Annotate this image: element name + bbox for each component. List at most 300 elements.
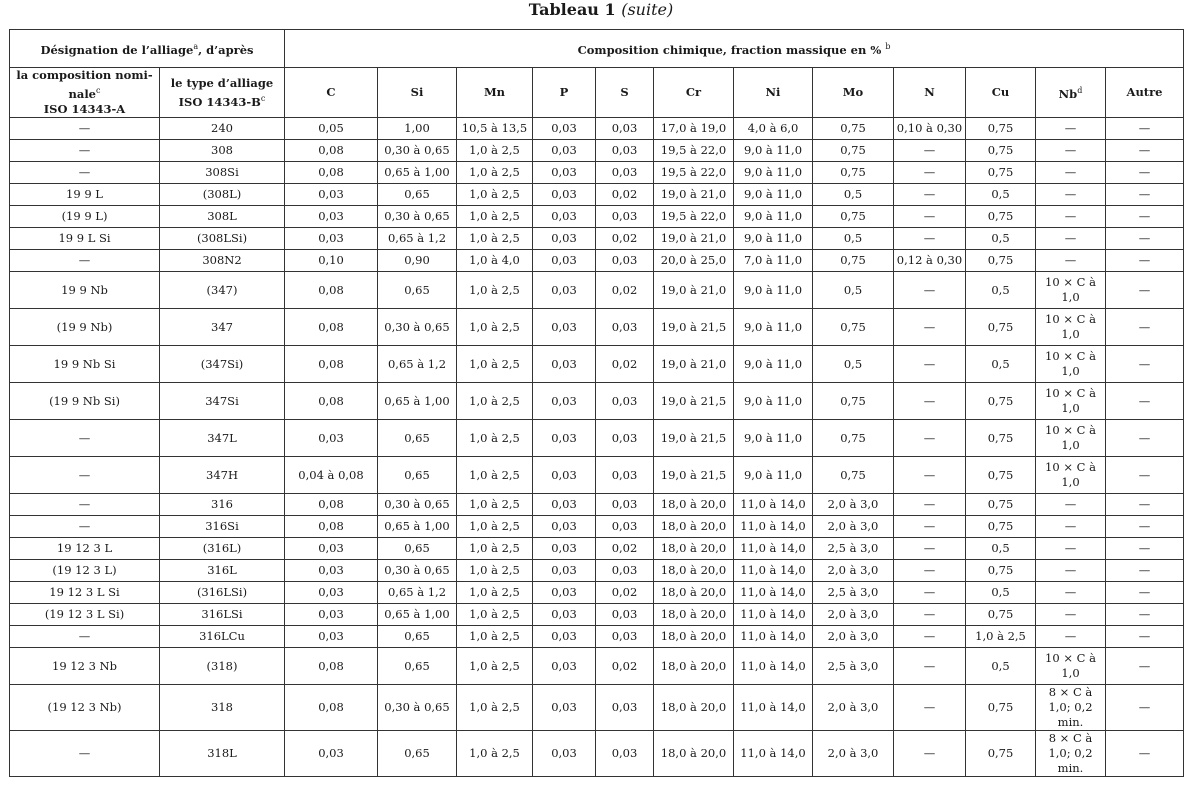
cell-cu: 0,5 [966, 582, 1036, 604]
cell-mo: 2,0 à 3,0 [813, 604, 894, 626]
cell-autre: — [1106, 118, 1184, 140]
cell-n: — [894, 494, 966, 516]
cell-cr: 18,0 à 20,0 [654, 538, 734, 560]
cell-ni: 9,0 à 11,0 [734, 228, 813, 250]
cell-ni: 9,0 à 11,0 [734, 346, 813, 383]
cell-ni: 4,0 à 6,0 [734, 118, 813, 140]
cell-ni: 11,0 à 14,0 [734, 494, 813, 516]
cell-nominal: 19 12 3 L Si [10, 582, 160, 604]
cell-mn: 1,0 à 2,5 [457, 626, 533, 648]
cell-p: 0,03 [533, 420, 596, 457]
cell-type: (318) [160, 648, 285, 685]
footnote-b: b [885, 42, 891, 52]
cell-type: 316LSi [160, 604, 285, 626]
cell-type: 347L [160, 420, 285, 457]
cell-mo: 2,5 à 3,0 [813, 582, 894, 604]
cell-s: 0,03 [596, 494, 654, 516]
cell-mo: 2,0 à 3,0 [813, 731, 894, 777]
cell-c: 0,08 [285, 346, 378, 383]
cell-nb: 10 × C à 1,0 [1036, 272, 1106, 309]
cell-cu: 0,75 [966, 309, 1036, 346]
cell-s: 0,03 [596, 457, 654, 494]
cell-p: 0,03 [533, 162, 596, 184]
table-row [10, 228, 1184, 250]
cell-mn: 1,0 à 2,5 [457, 140, 533, 162]
cell-n: — [894, 228, 966, 250]
cell-p: 0,03 [533, 250, 596, 272]
cell-n: — [894, 346, 966, 383]
cell-c: 0,10 [285, 250, 378, 272]
cell-n: — [894, 604, 966, 626]
cell-cr: 19,0 à 21,5 [654, 420, 734, 457]
cell-si: 0,30 à 0,65 [378, 685, 457, 731]
cell-p: 0,03 [533, 648, 596, 685]
cell-s: 0,03 [596, 731, 654, 777]
cell-si: 0,65 à 1,00 [378, 383, 457, 420]
table-row [10, 272, 1184, 309]
cell-si: 0,65 [378, 184, 457, 206]
cell-nominal: (19 12 3 L) [10, 560, 160, 582]
cell-n: — [894, 206, 966, 228]
table-row [10, 206, 1184, 228]
cell-cu: 0,5 [966, 648, 1036, 685]
cell-si: 0,30 à 0,65 [378, 206, 457, 228]
cell-p: 0,03 [533, 383, 596, 420]
cell-nominal: 19 9 Nb Si [10, 346, 160, 383]
cell-autre: — [1106, 206, 1184, 228]
table-row [10, 685, 1184, 731]
cell-nb: 10 × C à 1,0 [1036, 420, 1106, 457]
cell-p: 0,03 [533, 604, 596, 626]
nominal-standard: ISO 14343-A [43, 101, 126, 116]
cell-s: 0,03 [596, 383, 654, 420]
cell-cr: 18,0 à 20,0 [654, 516, 734, 538]
cell-s: 0,03 [596, 206, 654, 228]
cell-nominal: 19 12 3 L [10, 538, 160, 560]
cell-autre: — [1106, 383, 1184, 420]
cell-mn: 1,0 à 2,5 [457, 685, 533, 731]
cell-p: 0,03 [533, 582, 596, 604]
cell-autre: — [1106, 685, 1184, 731]
cell-s: 0,03 [596, 560, 654, 582]
cell-ni: 9,0 à 11,0 [734, 206, 813, 228]
cell-si: 0,65 [378, 420, 457, 457]
cell-p: 0,03 [533, 228, 596, 250]
cell-cu: 0,75 [966, 685, 1036, 731]
cell-nominal: 19 9 L [10, 184, 160, 206]
col-header-cr: Cr [654, 68, 734, 118]
designation-label: Désignation de l’alliage [40, 42, 194, 57]
cell-cu: 0,5 [966, 346, 1036, 383]
cell-ni: 11,0 à 14,0 [734, 685, 813, 731]
cell-n: — [894, 626, 966, 648]
cell-cu: 1,0 à 2,5 [966, 626, 1036, 648]
cell-nominal: 19 12 3 Nb [10, 648, 160, 685]
table-row [10, 346, 1184, 383]
cell-nb: — [1036, 494, 1106, 516]
cell-mo: 0,75 [813, 383, 894, 420]
cell-c: 0,03 [285, 420, 378, 457]
cell-mn: 1,0 à 2,5 [457, 582, 533, 604]
cell-type: (347) [160, 272, 285, 309]
cell-nb: 10 × C à 1,0 [1036, 648, 1106, 685]
cell-si: 0,30 à 0,65 [378, 140, 457, 162]
cell-cr: 19,0 à 21,5 [654, 457, 734, 494]
cell-cr: 18,0 à 20,0 [654, 648, 734, 685]
cell-mo: 0,5 [813, 228, 894, 250]
col-header-n: N [894, 68, 966, 118]
cell-mn: 1,0 à 2,5 [457, 228, 533, 250]
table-row [10, 731, 1184, 777]
cell-cu: 0,5 [966, 228, 1036, 250]
cell-p: 0,03 [533, 457, 596, 494]
cell-cr: 19,5 à 22,0 [654, 140, 734, 162]
cell-p: 0,03 [533, 560, 596, 582]
cell-cu: 0,75 [966, 494, 1036, 516]
col-header-mn: Mn [457, 68, 533, 118]
cell-mn: 1,0 à 2,5 [457, 309, 533, 346]
cell-nb: 10 × C à 1,0 [1036, 309, 1106, 346]
cell-si: 0,65 [378, 538, 457, 560]
cell-nb: — [1036, 184, 1106, 206]
cell-n: 0,10 à 0,30 [894, 118, 966, 140]
cell-nb: 10 × C à 1,0 [1036, 346, 1106, 383]
cell-autre: — [1106, 184, 1184, 206]
table-row [10, 140, 1184, 162]
cell-nominal: (19 12 3 L Si) [10, 604, 160, 626]
cell-mn: 1,0 à 2,5 [457, 383, 533, 420]
cell-mo: 2,0 à 3,0 [813, 560, 894, 582]
cell-mn: 1,0 à 2,5 [457, 420, 533, 457]
cell-si: 1,00 [378, 118, 457, 140]
cell-nominal: 19 9 L Si [10, 228, 160, 250]
cell-si: 0,65 [378, 272, 457, 309]
cell-type: (316L) [160, 538, 285, 560]
cell-s: 0,02 [596, 184, 654, 206]
cell-si: 0,90 [378, 250, 457, 272]
cell-ni: 9,0 à 11,0 [734, 420, 813, 457]
cell-type: 347Si [160, 383, 285, 420]
cell-mn: 1,0 à 2,5 [457, 648, 533, 685]
cell-p: 0,03 [533, 685, 596, 731]
cell-p: 0,03 [533, 140, 596, 162]
table-row [10, 604, 1184, 626]
nb-label: Nb [1058, 86, 1078, 101]
cell-mn: 1,0 à 2,5 [457, 538, 533, 560]
cell-n: — [894, 685, 966, 731]
cell-c: 0,03 [285, 560, 378, 582]
cell-cu: 0,75 [966, 140, 1036, 162]
col-header-ni: Ni [734, 68, 813, 118]
table-row [10, 648, 1184, 685]
cell-nominal: (19 9 Nb) [10, 309, 160, 346]
cell-ni: 11,0 à 14,0 [734, 582, 813, 604]
cell-mn: 1,0 à 2,5 [457, 206, 533, 228]
col-header-s: S [596, 68, 654, 118]
cell-nb: — [1036, 140, 1106, 162]
cell-mn: 1,0 à 2,5 [457, 494, 533, 516]
cell-type: 316 [160, 494, 285, 516]
cell-cu: 0,75 [966, 118, 1036, 140]
cell-si: 0,65 à 1,00 [378, 162, 457, 184]
cell-c: 0,08 [285, 516, 378, 538]
table-row [10, 457, 1184, 494]
cell-n: — [894, 272, 966, 309]
cell-cr: 17,0 à 19,0 [654, 118, 734, 140]
table-title-main: Tableau 1 [528, 0, 616, 19]
cell-cr: 18,0 à 20,0 [654, 604, 734, 626]
cell-cr: 18,0 à 20,0 [654, 685, 734, 731]
cell-type: 308Si [160, 162, 285, 184]
footnote-a: a [193, 42, 199, 52]
cell-type: (347Si) [160, 346, 285, 383]
cell-nb: — [1036, 560, 1106, 582]
cell-cu: 0,5 [966, 272, 1036, 309]
nominal-composition-header [10, 68, 160, 118]
cell-cu: 0,75 [966, 560, 1036, 582]
cell-mn: 1,0 à 2,5 [457, 731, 533, 777]
composition-header [285, 30, 1184, 68]
cell-c: 0,03 [285, 206, 378, 228]
cell-mo: 0,5 [813, 272, 894, 309]
cell-type: 308L [160, 206, 285, 228]
cell-c: 0,08 [285, 383, 378, 420]
cell-mn: 10,5 à 13,5 [457, 118, 533, 140]
cell-c: 0,08 [285, 272, 378, 309]
cell-autre: — [1106, 457, 1184, 494]
cell-cr: 19,0 à 21,0 [654, 346, 734, 383]
cell-cu: 0,75 [966, 457, 1036, 494]
cell-n: — [894, 162, 966, 184]
cell-type: 308 [160, 140, 285, 162]
col-header-autre: Autre [1106, 68, 1184, 118]
table-title [0, 0, 1202, 20]
cell-cu: 0,5 [966, 184, 1036, 206]
designation-header [10, 30, 285, 68]
cell-nb: — [1036, 162, 1106, 184]
type-label: le type d’alliage [170, 75, 274, 90]
cell-si: 0,30 à 0,65 [378, 560, 457, 582]
cell-autre: — [1106, 582, 1184, 604]
cell-p: 0,03 [533, 538, 596, 560]
cell-cu: 0,5 [966, 538, 1036, 560]
cell-mo: 2,0 à 3,0 [813, 626, 894, 648]
cell-si: 0,65 à 1,2 [378, 228, 457, 250]
cell-nb: 8 × C à 1,0; 0,2 min. [1036, 731, 1106, 777]
cell-nominal: — [10, 516, 160, 538]
cell-n: — [894, 582, 966, 604]
cell-si: 0,65 à 1,2 [378, 582, 457, 604]
cell-nb: — [1036, 538, 1106, 560]
cell-nominal: (19 9 Nb Si) [10, 383, 160, 420]
cell-nominal: (19 12 3 Nb) [10, 685, 160, 731]
cell-s: 0,03 [596, 162, 654, 184]
cell-nb: — [1036, 206, 1106, 228]
cell-autre: — [1106, 604, 1184, 626]
cell-s: 0,03 [596, 309, 654, 346]
cell-type: 240 [160, 118, 285, 140]
cell-mn: 1,0 à 2,5 [457, 604, 533, 626]
cell-nominal: — [10, 250, 160, 272]
cell-mn: 1,0 à 2,5 [457, 184, 533, 206]
cell-n: — [894, 648, 966, 685]
cell-nominal: — [10, 731, 160, 777]
cell-mo: 0,75 [813, 118, 894, 140]
cell-ni: 9,0 à 11,0 [734, 140, 813, 162]
cell-cr: 18,0 à 20,0 [654, 626, 734, 648]
cell-autre: — [1106, 140, 1184, 162]
cell-cr: 19,0 à 21,0 [654, 228, 734, 250]
col-header-nb [1036, 68, 1106, 118]
cell-mn: 1,0 à 2,5 [457, 272, 533, 309]
col-header-mo: Mo [813, 68, 894, 118]
cell-si: 0,65 [378, 731, 457, 777]
cell-c: 0,08 [285, 648, 378, 685]
cell-c: 0,08 [285, 494, 378, 516]
type-standard: ISO 14343-B [178, 94, 261, 109]
table-row [10, 162, 1184, 184]
table-row [10, 118, 1184, 140]
cell-n: — [894, 560, 966, 582]
col-header-c: C [285, 68, 378, 118]
cell-nominal: 19 9 Nb [10, 272, 160, 309]
cell-si: 0,30 à 0,65 [378, 309, 457, 346]
cell-p: 0,03 [533, 516, 596, 538]
cell-ni: 11,0 à 14,0 [734, 538, 813, 560]
alloy-type-header [160, 68, 285, 118]
cell-p: 0,03 [533, 118, 596, 140]
col-header-si: Si [378, 68, 457, 118]
cell-c: 0,08 [285, 140, 378, 162]
col-header-p: P [533, 68, 596, 118]
composition-label: Composition chimique, fraction massique en % [577, 42, 882, 57]
cell-p: 0,03 [533, 494, 596, 516]
cell-mo: 0,5 [813, 346, 894, 383]
cell-nb: 10 × C à 1,0 [1036, 457, 1106, 494]
cell-cu: 0,75 [966, 383, 1036, 420]
cell-nb: — [1036, 604, 1106, 626]
cell-p: 0,03 [533, 272, 596, 309]
cell-si: 0,65 à 1,00 [378, 516, 457, 538]
cell-autre: — [1106, 560, 1184, 582]
cell-n: — [894, 309, 966, 346]
cell-n: — [894, 184, 966, 206]
cell-ni: 9,0 à 11,0 [734, 162, 813, 184]
cell-mo: 0,75 [813, 162, 894, 184]
cell-s: 0,03 [596, 626, 654, 648]
cell-mo: 0,75 [813, 250, 894, 272]
cell-cr: 18,0 à 20,0 [654, 731, 734, 777]
cell-cr: 18,0 à 20,0 [654, 494, 734, 516]
cell-s: 0,03 [596, 118, 654, 140]
cell-mo: 0,75 [813, 206, 894, 228]
cell-s: 0,03 [596, 250, 654, 272]
cell-mo: 2,5 à 3,0 [813, 648, 894, 685]
cell-n: 0,12 à 0,30 [894, 250, 966, 272]
cell-c: 0,08 [285, 685, 378, 731]
cell-mn: 1,0 à 2,5 [457, 457, 533, 494]
cell-ni: 11,0 à 14,0 [734, 560, 813, 582]
cell-mo: 0,75 [813, 457, 894, 494]
cell-ni: 11,0 à 14,0 [734, 731, 813, 777]
cell-n: — [894, 538, 966, 560]
cell-nb: 8 × C à 1,0; 0,2 min. [1036, 685, 1106, 731]
cell-s: 0,02 [596, 582, 654, 604]
cell-cu: 0,75 [966, 162, 1036, 184]
cell-nb: 10 × C à 1,0 [1036, 383, 1106, 420]
table-body [10, 118, 1184, 777]
col-header-cu: Cu [966, 68, 1036, 118]
cell-s: 0,02 [596, 272, 654, 309]
cell-s: 0,03 [596, 685, 654, 731]
cell-cu: 0,75 [966, 206, 1036, 228]
table-row [10, 420, 1184, 457]
cell-c: 0,03 [285, 604, 378, 626]
cell-nb: — [1036, 250, 1106, 272]
cell-mn: 1,0 à 2,5 [457, 560, 533, 582]
cell-s: 0,02 [596, 648, 654, 685]
table-row [10, 516, 1184, 538]
cell-cr: 19,0 à 21,5 [654, 309, 734, 346]
cell-nb: — [1036, 516, 1106, 538]
cell-ni: 9,0 à 11,0 [734, 383, 813, 420]
cell-ni: 9,0 à 11,0 [734, 184, 813, 206]
cell-cr: 19,5 à 22,0 [654, 162, 734, 184]
cell-cr: 19,5 à 22,0 [654, 206, 734, 228]
cell-p: 0,03 [533, 731, 596, 777]
cell-s: 0,03 [596, 140, 654, 162]
table-row [10, 383, 1184, 420]
cell-autre: — [1106, 648, 1184, 685]
cell-c: 0,03 [285, 538, 378, 560]
cell-mo: 2,0 à 3,0 [813, 494, 894, 516]
cell-ni: 11,0 à 14,0 [734, 626, 813, 648]
cell-cr: 18,0 à 20,0 [654, 582, 734, 604]
cell-nominal: — [10, 457, 160, 494]
cell-autre: — [1106, 731, 1184, 777]
cell-mo: 2,5 à 3,0 [813, 538, 894, 560]
table-row [10, 626, 1184, 648]
table-title-suffix: (suite) [621, 0, 674, 19]
cell-nb: — [1036, 228, 1106, 250]
designation-after-label: , d’après [198, 42, 254, 57]
footnote-d: d [1077, 86, 1083, 96]
cell-autre: — [1106, 162, 1184, 184]
cell-c: 0,03 [285, 228, 378, 250]
cell-cu: 0,75 [966, 731, 1036, 777]
cell-c: 0,04 à 0,08 [285, 457, 378, 494]
cell-si: 0,65 à 1,00 [378, 604, 457, 626]
cell-n: — [894, 383, 966, 420]
cell-si: 0,65 à 1,2 [378, 346, 457, 383]
cell-c: 0,08 [285, 162, 378, 184]
cell-autre: — [1106, 516, 1184, 538]
cell-p: 0,03 [533, 346, 596, 383]
cell-p: 0,03 [533, 184, 596, 206]
cell-type: (308LSi) [160, 228, 285, 250]
cell-p: 0,03 [533, 309, 596, 346]
cell-ni: 9,0 à 11,0 [734, 272, 813, 309]
cell-autre: — [1106, 420, 1184, 457]
cell-cu: 0,75 [966, 420, 1036, 457]
cell-cr: 18,0 à 20,0 [654, 560, 734, 582]
cell-nominal: — [10, 626, 160, 648]
cell-ni: 7,0 à 11,0 [734, 250, 813, 272]
cell-mn: 1,0 à 2,5 [457, 346, 533, 383]
cell-mo: 0,5 [813, 184, 894, 206]
cell-s: 0,02 [596, 346, 654, 383]
cell-si: 0,65 [378, 457, 457, 494]
